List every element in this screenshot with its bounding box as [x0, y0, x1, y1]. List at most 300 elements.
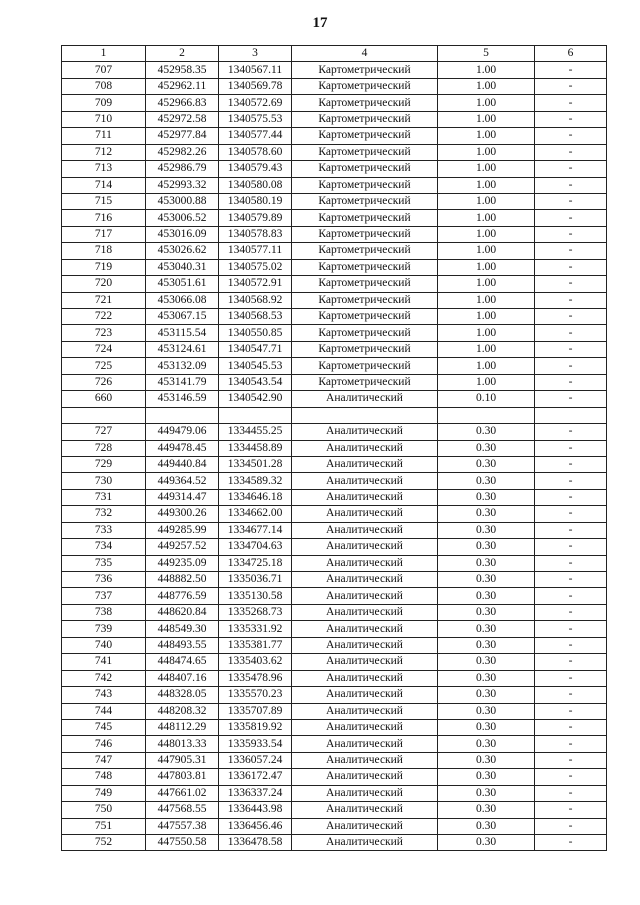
table-cell: 751: [62, 818, 146, 834]
table-cell: 721: [62, 292, 146, 308]
table-row: [62, 193, 607, 209]
table-cell: 447661.02: [146, 785, 219, 801]
table-cell: 453132.09: [146, 358, 219, 374]
table-cell: 1.00: [438, 358, 535, 374]
table-cell: 453141.79: [146, 374, 219, 390]
table-cell: -: [535, 604, 607, 620]
table-cell: Аналитический: [292, 736, 438, 752]
column-header: 3: [219, 46, 292, 62]
table-cell: 0.30: [438, 703, 535, 719]
table-cell: 453016.09: [146, 226, 219, 242]
table-row: [62, 687, 607, 703]
table-cell: 449285.99: [146, 522, 219, 538]
table-row: [62, 802, 607, 818]
table-cell: 723: [62, 325, 146, 341]
table-cell: 1340543.54: [219, 374, 292, 390]
table-row: [62, 456, 607, 472]
table-cell: 1340580.19: [219, 193, 292, 209]
table-cell: 1335933.54: [219, 736, 292, 752]
table-cell: Аналитический: [292, 555, 438, 571]
table-cell: Картометрический: [292, 309, 438, 325]
table-cell: 1340580.08: [219, 177, 292, 193]
table-cell: 1.00: [438, 177, 535, 193]
table-cell: 1335478.96: [219, 670, 292, 686]
table-cell: 0.30: [438, 588, 535, 604]
table-cell: 1335331.92: [219, 621, 292, 637]
table-cell: 730: [62, 473, 146, 489]
table-row: [62, 555, 607, 571]
table-cell: 447803.81: [146, 769, 219, 785]
table-row: [62, 572, 607, 588]
table-body: [62, 62, 607, 851]
table-row: [62, 703, 607, 719]
table-cell: 1340575.02: [219, 259, 292, 275]
table-cell: Аналитический: [292, 802, 438, 818]
table-cell: 0.30: [438, 473, 535, 489]
table-cell: 453124.61: [146, 341, 219, 357]
table-cell: 707: [62, 62, 146, 78]
table-row: [62, 309, 607, 325]
table-cell: -: [535, 243, 607, 259]
table-row: [62, 424, 607, 440]
table-cell: 743: [62, 687, 146, 703]
table-cell: 1.00: [438, 111, 535, 127]
table-cell: 448328.05: [146, 687, 219, 703]
table-cell: 452977.84: [146, 128, 219, 144]
table-cell: 0.10: [438, 391, 535, 407]
table-cell: Картометрический: [292, 358, 438, 374]
table-cell: 1335036.71: [219, 572, 292, 588]
table-cell: 1340577.11: [219, 243, 292, 259]
table-cell: -: [535, 802, 607, 818]
table-cell: -: [535, 62, 607, 78]
table-cell: 1340569.78: [219, 78, 292, 94]
table-cell: -: [535, 555, 607, 571]
table-cell: 1.00: [438, 374, 535, 390]
table-cell: -: [535, 539, 607, 555]
table-cell: -: [535, 111, 607, 127]
table-row: [62, 161, 607, 177]
page-number: 17: [312, 15, 328, 31]
table-row: [62, 440, 607, 456]
table-cell: 0.30: [438, 456, 535, 472]
table-cell: 0.30: [438, 489, 535, 505]
table-cell: [62, 407, 146, 423]
table-cell: 1334646.18: [219, 489, 292, 505]
table-cell: 1334458.89: [219, 440, 292, 456]
table-cell: Картометрический: [292, 276, 438, 292]
table-row: [62, 111, 607, 127]
table-cell: -: [535, 473, 607, 489]
table-cell: -: [535, 456, 607, 472]
table-cell: 1.00: [438, 62, 535, 78]
table-cell: 712: [62, 144, 146, 160]
table-cell: -: [535, 193, 607, 209]
table-cell: 449440.84: [146, 456, 219, 472]
table-cell: 752: [62, 835, 146, 851]
table-cell: 0.30: [438, 440, 535, 456]
table-cell: Аналитический: [292, 703, 438, 719]
table-row: [62, 358, 607, 374]
table-cell: 1336456.46: [219, 818, 292, 834]
table-cell: 726: [62, 374, 146, 390]
table-cell: Аналитический: [292, 835, 438, 851]
table-cell: -: [535, 341, 607, 357]
table-cell: 0.30: [438, 802, 535, 818]
table-row: [62, 292, 607, 308]
table-cell: 720: [62, 276, 146, 292]
table-row: [62, 506, 607, 522]
table-row: [62, 374, 607, 390]
table-cell: 1340579.89: [219, 210, 292, 226]
column-header: 4: [292, 46, 438, 62]
table-cell: 1.00: [438, 144, 535, 160]
table-cell: 1334589.32: [219, 473, 292, 489]
table-cell: Аналитический: [292, 572, 438, 588]
coordinates-table: [61, 45, 607, 851]
table-cell: 714: [62, 177, 146, 193]
table-cell: 1.00: [438, 325, 535, 341]
table-cell: Аналитический: [292, 654, 438, 670]
table-cell: 0.30: [438, 424, 535, 440]
table-row: [62, 177, 607, 193]
table-cell: Аналитический: [292, 604, 438, 620]
table-cell: 1340545.53: [219, 358, 292, 374]
table-cell: 1340578.60: [219, 144, 292, 160]
table-cell: Картометрический: [292, 193, 438, 209]
table-cell: -: [535, 95, 607, 111]
table-cell: 452982.26: [146, 144, 219, 160]
table-cell: 719: [62, 259, 146, 275]
table-cell: -: [535, 654, 607, 670]
table-cell: [535, 407, 607, 423]
table-cell: Аналитический: [292, 769, 438, 785]
table-cell: -: [535, 161, 607, 177]
table-row: [62, 259, 607, 275]
table-cell: 1340575.53: [219, 111, 292, 127]
table-cell: 447557.38: [146, 818, 219, 834]
table-cell: 717: [62, 226, 146, 242]
table-cell: 0.30: [438, 522, 535, 538]
table-cell: 0.30: [438, 621, 535, 637]
table-cell: 1335819.92: [219, 719, 292, 735]
table-cell: 729: [62, 456, 146, 472]
table-cell: 0.30: [438, 670, 535, 686]
table-cell: -: [535, 177, 607, 193]
table-cell: 1335570.23: [219, 687, 292, 703]
table-cell: -: [535, 374, 607, 390]
table-cell: 1335707.89: [219, 703, 292, 719]
table-cell: 449479.06: [146, 424, 219, 440]
table-cell: 449257.52: [146, 539, 219, 555]
table-cell: -: [535, 489, 607, 505]
table-cell: 453026.62: [146, 243, 219, 259]
table-cell: 708: [62, 78, 146, 94]
table-cell: 449300.26: [146, 506, 219, 522]
table-cell: 1336443.98: [219, 802, 292, 818]
table-cell: 718: [62, 243, 146, 259]
table-cell: Картометрический: [292, 243, 438, 259]
table-cell: -: [535, 835, 607, 851]
table-cell: -: [535, 210, 607, 226]
table-cell: -: [535, 621, 607, 637]
table-cell: 1340567.11: [219, 62, 292, 78]
table-cell: 0.30: [438, 555, 535, 571]
table-cell: 1340547.71: [219, 341, 292, 357]
table-cell: Картометрический: [292, 177, 438, 193]
table-cell: Аналитический: [292, 621, 438, 637]
table-cell: 1340578.83: [219, 226, 292, 242]
table-cell: -: [535, 719, 607, 735]
table-cell: -: [535, 522, 607, 538]
table-cell: 1340572.91: [219, 276, 292, 292]
table-cell: 453000.88: [146, 193, 219, 209]
table-cell: 750: [62, 802, 146, 818]
table-cell: Аналитический: [292, 522, 438, 538]
table-cell: Аналитический: [292, 719, 438, 735]
table-row: [62, 473, 607, 489]
table-cell: 738: [62, 604, 146, 620]
table-cell: 0.30: [438, 687, 535, 703]
table-cell: 452972.58: [146, 111, 219, 127]
table-cell: 1.00: [438, 95, 535, 111]
table-cell: 1.00: [438, 226, 535, 242]
table-cell: Картометрический: [292, 95, 438, 111]
table-cell: 1.00: [438, 193, 535, 209]
table-cell: 1.00: [438, 276, 535, 292]
table-row: [62, 489, 607, 505]
table-cell: 716: [62, 210, 146, 226]
table-row: [62, 835, 607, 851]
table-row: [62, 522, 607, 538]
table-cell: 745: [62, 719, 146, 735]
table-cell: 739: [62, 621, 146, 637]
table-cell: 725: [62, 358, 146, 374]
table-cell: 1340550.85: [219, 325, 292, 341]
table-row: [62, 654, 607, 670]
table-cell: Аналитический: [292, 785, 438, 801]
table-row: [62, 407, 607, 423]
column-header: 6: [535, 46, 607, 62]
table-cell: 715: [62, 193, 146, 209]
table-cell: 0.30: [438, 572, 535, 588]
table-cell: 0.30: [438, 506, 535, 522]
table-cell: 0.30: [438, 752, 535, 768]
table-cell: 448474.65: [146, 654, 219, 670]
column-header: 2: [146, 46, 219, 62]
table-cell: 453040.31: [146, 259, 219, 275]
table-cell: 710: [62, 111, 146, 127]
table-cell: 1336057.24: [219, 752, 292, 768]
table-row: [62, 210, 607, 226]
table-cell: 660: [62, 391, 146, 407]
table-cell: 731: [62, 489, 146, 505]
table-cell: Аналитический: [292, 687, 438, 703]
table-cell: 1334501.28: [219, 456, 292, 472]
table-cell: -: [535, 572, 607, 588]
table-cell: 453051.61: [146, 276, 219, 292]
table-cell: 448620.84: [146, 604, 219, 620]
table-cell: 734: [62, 539, 146, 555]
table-cell: [219, 407, 292, 423]
table-cell: Картометрический: [292, 128, 438, 144]
table-cell: 1334677.14: [219, 522, 292, 538]
table-cell: -: [535, 424, 607, 440]
table-cell: 1340568.53: [219, 309, 292, 325]
table-cell: 449314.47: [146, 489, 219, 505]
table-row: [62, 341, 607, 357]
table-cell: Аналитический: [292, 818, 438, 834]
table-row: [62, 539, 607, 555]
table-cell: 1334704.63: [219, 539, 292, 555]
table-row: [62, 144, 607, 160]
table-cell: -: [535, 226, 607, 242]
table-row: [62, 769, 607, 785]
table-row: [62, 637, 607, 653]
table-cell: 1.00: [438, 259, 535, 275]
table-cell: Картометрический: [292, 226, 438, 242]
table-cell: 447568.55: [146, 802, 219, 818]
table-row: [62, 588, 607, 604]
table-cell: -: [535, 259, 607, 275]
table-cell: 453006.52: [146, 210, 219, 226]
table-cell: -: [535, 637, 607, 653]
table-cell: 448776.59: [146, 588, 219, 604]
table-cell: -: [535, 588, 607, 604]
table-cell: 1.00: [438, 210, 535, 226]
table-cell: 724: [62, 341, 146, 357]
table-cell: 0.30: [438, 785, 535, 801]
table-cell: 1.00: [438, 309, 535, 325]
table-cell: 711: [62, 128, 146, 144]
table-cell: 0.30: [438, 604, 535, 620]
table-row: [62, 719, 607, 735]
table-cell: 1334725.18: [219, 555, 292, 571]
table-cell: Картометрический: [292, 161, 438, 177]
table-cell: 747: [62, 752, 146, 768]
table-cell: 0.30: [438, 835, 535, 851]
table-cell: Аналитический: [292, 391, 438, 407]
table-cell: 744: [62, 703, 146, 719]
table-cell: -: [535, 358, 607, 374]
table-cell: Картометрический: [292, 374, 438, 390]
table-cell: 0.30: [438, 818, 535, 834]
table-cell: 1340579.43: [219, 161, 292, 177]
table-cell: -: [535, 769, 607, 785]
table-cell: Картометрический: [292, 111, 438, 127]
table-cell: Картометрический: [292, 210, 438, 226]
table-cell: Аналитический: [292, 588, 438, 604]
table-row: [62, 78, 607, 94]
table-cell: 449235.09: [146, 555, 219, 571]
column-header: 1: [62, 46, 146, 62]
table-cell: 448549.30: [146, 621, 219, 637]
table-cell: 1.00: [438, 292, 535, 308]
table-cell: 736: [62, 572, 146, 588]
table-cell: 1340572.69: [219, 95, 292, 111]
table-cell: Аналитический: [292, 539, 438, 555]
table-cell: 1.00: [438, 128, 535, 144]
table-cell: Картометрический: [292, 325, 438, 341]
table-row: [62, 226, 607, 242]
table-cell: 448208.32: [146, 703, 219, 719]
table-cell: -: [535, 785, 607, 801]
table-cell: 453067.15: [146, 309, 219, 325]
table-row: [62, 752, 607, 768]
table-cell: 449364.52: [146, 473, 219, 489]
table-row: [62, 62, 607, 78]
table-cell: 1340568.92: [219, 292, 292, 308]
table-row: [62, 621, 607, 637]
table-cell: 448112.29: [146, 719, 219, 735]
table-cell: 0.30: [438, 769, 535, 785]
table-cell: 728: [62, 440, 146, 456]
table-cell: -: [535, 276, 607, 292]
table-cell: 741: [62, 654, 146, 670]
table-cell: 737: [62, 588, 146, 604]
table-cell: 1.00: [438, 161, 535, 177]
table-cell: 722: [62, 309, 146, 325]
table-row: [62, 736, 607, 752]
table-row: [62, 276, 607, 292]
table-cell: -: [535, 752, 607, 768]
table-cell: Аналитический: [292, 473, 438, 489]
table-cell: 727: [62, 424, 146, 440]
table-cell: Аналитический: [292, 440, 438, 456]
table-cell: -: [535, 309, 607, 325]
table-cell: 733: [62, 522, 146, 538]
table-cell: 1335403.62: [219, 654, 292, 670]
table-cell: Аналитический: [292, 637, 438, 653]
table-cell: [292, 407, 438, 423]
table-row: [62, 325, 607, 341]
table-cell: Картометрический: [292, 62, 438, 78]
table-row: [62, 95, 607, 111]
table-cell: [438, 407, 535, 423]
table-cell: Аналитический: [292, 456, 438, 472]
column-header: 5: [438, 46, 535, 62]
table-cell: Картометрический: [292, 292, 438, 308]
table-row: [62, 604, 607, 620]
table-cell: 452966.83: [146, 95, 219, 111]
table-cell: Картометрический: [292, 341, 438, 357]
table-cell: 448882.50: [146, 572, 219, 588]
table-cell: 448407.16: [146, 670, 219, 686]
table-cell: 0.30: [438, 719, 535, 735]
table-cell: 453066.08: [146, 292, 219, 308]
table-cell: Аналитический: [292, 424, 438, 440]
table-cell: 709: [62, 95, 146, 111]
table-cell: 452986.79: [146, 161, 219, 177]
table-cell: 0.30: [438, 736, 535, 752]
table-cell: 452962.11: [146, 78, 219, 94]
table-cell: 1335268.73: [219, 604, 292, 620]
table-cell: -: [535, 144, 607, 160]
table-cell: 452993.32: [146, 177, 219, 193]
table-cell: 1336337.24: [219, 785, 292, 801]
table-cell: -: [535, 440, 607, 456]
table-cell: 449478.45: [146, 440, 219, 456]
table-cell: 0.30: [438, 654, 535, 670]
table-cell: 732: [62, 506, 146, 522]
table-cell: 452958.35: [146, 62, 219, 78]
table-cell: 740: [62, 637, 146, 653]
table-cell: 1336172.47: [219, 769, 292, 785]
table-cell: [146, 407, 219, 423]
table-cell: 748: [62, 769, 146, 785]
table-cell: -: [535, 292, 607, 308]
table-row: [62, 818, 607, 834]
